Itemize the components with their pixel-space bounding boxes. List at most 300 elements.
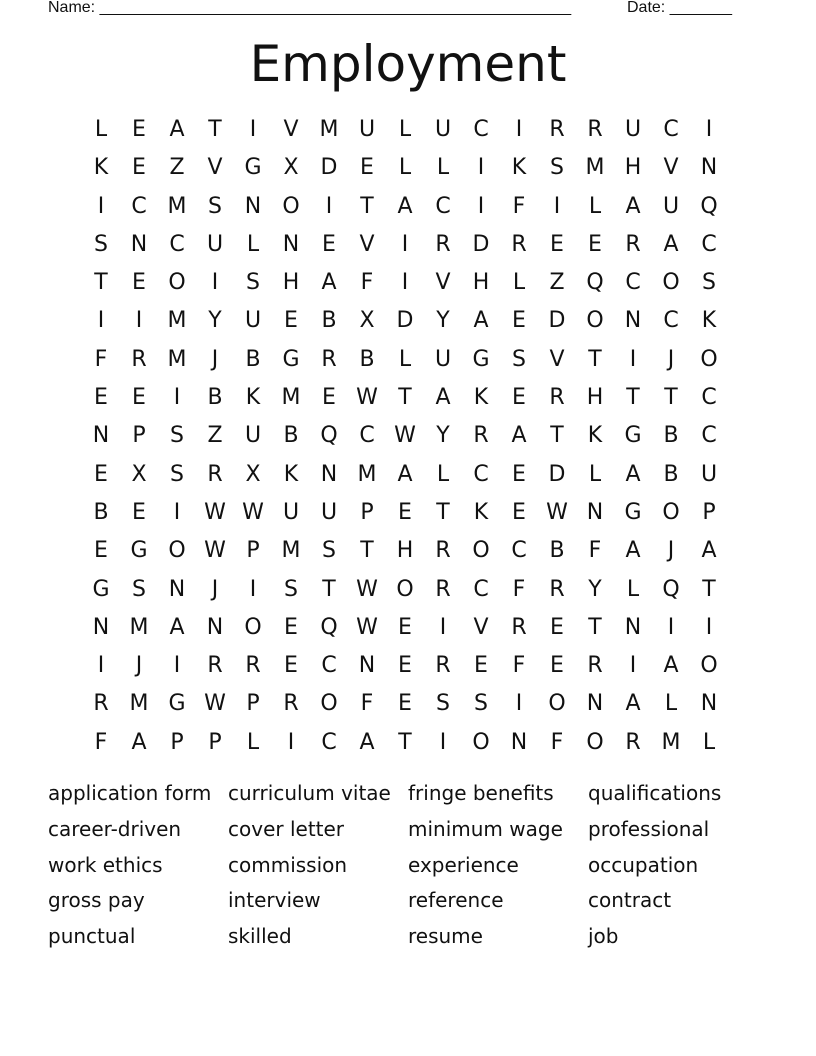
grid-letter[interactable]: G (624, 423, 642, 449)
grid-letter[interactable]: R (93, 691, 109, 717)
grid-letter[interactable]: C (359, 423, 375, 449)
grid-letter[interactable]: M (357, 461, 377, 487)
grid-letter[interactable]: P (702, 499, 716, 525)
grid-letter[interactable]: I (629, 653, 637, 679)
grid-letter[interactable]: E (398, 653, 412, 679)
grid-letter[interactable]: V (663, 155, 679, 181)
grid-letter[interactable]: T (360, 538, 374, 564)
grid-letter[interactable]: M (129, 614, 149, 640)
grid-letter[interactable]: R (587, 117, 603, 142)
grid-letter[interactable]: T (360, 193, 374, 219)
grid-letter[interactable]: A (131, 729, 147, 755)
grid-letter[interactable]: A (701, 538, 717, 564)
grid-letter[interactable]: I (439, 614, 447, 640)
grid-letter[interactable]: N (92, 423, 110, 449)
grid-letter[interactable]: R (131, 346, 147, 372)
grid-letter[interactable]: R (587, 653, 603, 679)
grid-letter[interactable]: C (511, 538, 527, 564)
grid-letter[interactable]: R (549, 576, 565, 602)
grid-letter[interactable]: P (246, 691, 260, 717)
grid-letter[interactable]: O (396, 576, 414, 602)
grid-letter[interactable]: C (321, 729, 337, 755)
grid-letter[interactable]: T (94, 270, 108, 296)
grid-letter[interactable]: T (664, 385, 678, 411)
grid-letter[interactable]: A (511, 423, 527, 449)
grid-letter[interactable]: L (436, 155, 450, 181)
grid-letter[interactable]: F (512, 193, 526, 219)
grid-letter[interactable]: V (207, 155, 223, 181)
grid-letter[interactable]: O (662, 499, 680, 525)
grid-letter[interactable]: E (398, 691, 412, 717)
grid-letter[interactable]: B (245, 346, 261, 372)
grid-letter[interactable]: O (244, 614, 262, 640)
grid-letter[interactable]: B (549, 538, 565, 564)
grid-letter[interactable]: L (664, 691, 678, 717)
grid-letter[interactable]: A (321, 270, 337, 296)
grid-letter[interactable]: C (663, 117, 679, 142)
grid-letter[interactable]: B (283, 423, 299, 449)
grid-letter[interactable]: K (473, 499, 489, 525)
grid-letter[interactable]: U (434, 117, 452, 142)
grid-letter[interactable]: M (167, 346, 187, 372)
grid-letter[interactable]: E (284, 614, 298, 640)
grid-letter[interactable]: S (246, 270, 260, 296)
grid-letter[interactable]: E (512, 461, 526, 487)
grid-letter[interactable]: Z (207, 423, 223, 449)
grid-letter[interactable]: I (477, 193, 485, 219)
grid-letter[interactable]: R (473, 423, 489, 449)
grid-letter[interactable]: O (472, 729, 490, 755)
grid-letter[interactable]: R (625, 231, 641, 257)
grid-letter[interactable]: F (512, 576, 526, 602)
grid-letter[interactable]: E (322, 385, 336, 411)
grid-letter[interactable]: F (512, 653, 526, 679)
grid-letter[interactable]: B (207, 385, 223, 411)
grid-letter[interactable]: C (435, 193, 451, 219)
grid-letter[interactable]: X (359, 308, 375, 334)
grid-letter[interactable]: T (322, 576, 336, 602)
word-bank-item: commission (228, 852, 348, 877)
grid-letter[interactable]: S (322, 538, 336, 564)
grid-letter[interactable]: I (705, 117, 713, 142)
grid-letter[interactable]: V (435, 270, 451, 296)
grid-letter[interactable]: E (550, 231, 564, 257)
grid-letter[interactable]: N (320, 461, 338, 487)
grid-letter[interactable]: I (287, 729, 295, 755)
grid-letter[interactable]: E (398, 614, 412, 640)
grid-letter[interactable]: S (474, 691, 488, 717)
grid-letter[interactable]: A (169, 614, 185, 640)
grid-letter[interactable]: S (284, 576, 298, 602)
grid-letter[interactable]: W (546, 499, 568, 525)
grid-letter[interactable]: O (168, 538, 186, 564)
grid-letter[interactable]: K (587, 423, 603, 449)
grid-letter[interactable]: E (512, 499, 526, 525)
grid-letter[interactable]: M (319, 117, 339, 142)
grid-letter[interactable]: Y (208, 308, 222, 334)
grid-letter[interactable]: Y (588, 576, 602, 602)
grid-letter[interactable]: I (249, 576, 257, 602)
grid-letter[interactable]: L (398, 117, 412, 142)
grid-letter[interactable]: W (394, 423, 416, 449)
grid-letter[interactable]: B (93, 499, 109, 525)
grid-letter[interactable]: G (130, 538, 148, 564)
grid-letter[interactable]: C (701, 231, 717, 257)
grid-letter[interactable]: G (168, 691, 186, 717)
grid-letter[interactable]: E (284, 653, 298, 679)
grid-letter[interactable]: O (548, 691, 566, 717)
grid-letter[interactable]: U (624, 117, 642, 142)
grid-letter[interactable]: U (244, 308, 262, 334)
grid-letter[interactable]: X (245, 461, 261, 487)
grid-letter[interactable]: S (436, 691, 450, 717)
grid-letter[interactable]: I (705, 614, 713, 640)
grid-letter[interactable]: N (206, 614, 224, 640)
grid-letter[interactable]: E (284, 308, 298, 334)
grid-letter[interactable]: A (169, 117, 185, 142)
grid-letter[interactable]: Q (586, 270, 604, 296)
grid-letter[interactable]: J (135, 653, 143, 679)
grid-letter[interactable]: L (588, 193, 602, 219)
grid-letter[interactable]: F (550, 729, 564, 755)
grid-letter[interactable]: Z (169, 155, 185, 181)
word-bank-item: cover letter (228, 816, 345, 841)
grid-letter[interactable]: E (588, 231, 602, 257)
grid-letter[interactable]: N (510, 729, 528, 755)
grid-letter[interactable]: E (474, 653, 488, 679)
grid-letter[interactable]: R (245, 653, 261, 679)
grid-letter[interactable]: B (663, 423, 679, 449)
grid-letter[interactable]: R (511, 231, 527, 257)
grid-letter[interactable]: T (588, 614, 602, 640)
grid-letter[interactable]: G (244, 155, 262, 181)
grid-letter[interactable]: V (473, 614, 489, 640)
grid-letter[interactable]: Q (320, 614, 338, 640)
grid-letter[interactable]: J (211, 576, 219, 602)
grid-letter[interactable]: C (473, 117, 489, 142)
grid-letter[interactable]: K (473, 385, 489, 411)
grid-letter[interactable]: X (131, 461, 147, 487)
grid-letter[interactable]: F (360, 270, 374, 296)
grid-letter[interactable]: T (702, 576, 716, 602)
grid-letter[interactable]: M (661, 729, 681, 755)
grid-letter[interactable]: O (662, 270, 680, 296)
grid-letter[interactable]: N (586, 499, 604, 525)
grid-letter[interactable]: O (700, 346, 718, 372)
grid-letter[interactable]: G (472, 346, 490, 372)
grid-letter[interactable]: A (359, 729, 375, 755)
grid-letter[interactable]: R (549, 385, 565, 411)
word-bank-item: resume (408, 924, 483, 949)
grid-letter[interactable]: C (131, 193, 147, 219)
grid-letter[interactable]: V (283, 117, 299, 142)
grid-letter[interactable]: L (702, 729, 716, 755)
grid-letter[interactable]: O (586, 308, 604, 334)
grid-letter[interactable]: E (94, 538, 108, 564)
date-field[interactable]: Date: _______ (627, 0, 732, 16)
grid-letter[interactable]: A (397, 461, 413, 487)
grid-letter[interactable]: A (625, 691, 641, 717)
grid-letter[interactable]: T (398, 729, 412, 755)
grid-letter[interactable]: O (282, 193, 300, 219)
grid-letter[interactable]: C (321, 653, 337, 679)
grid-letter[interactable]: I (553, 193, 561, 219)
grid-letter[interactable]: A (473, 308, 489, 334)
word-bank-item: career-driven (48, 816, 182, 841)
grid-letter[interactable]: E (94, 385, 108, 411)
grid-letter[interactable]: U (434, 346, 452, 372)
grid-letter[interactable]: G (624, 499, 642, 525)
grid-letter[interactable]: D (548, 308, 566, 334)
grid-letter[interactable]: S (170, 423, 184, 449)
grid-letter[interactable]: R (435, 576, 451, 602)
grid-letter[interactable]: I (325, 193, 333, 219)
grid-letter[interactable]: M (281, 538, 301, 564)
grid-letter[interactable]: I (667, 614, 675, 640)
grid-letter[interactable]: C (663, 308, 679, 334)
grid-letter[interactable]: N (700, 691, 718, 717)
word-bank-item: occupation (588, 852, 699, 877)
name-field[interactable]: Name: _____________________________________________________ (48, 0, 572, 16)
grid-letter[interactable]: I (97, 308, 105, 334)
grid-letter[interactable]: I (515, 691, 523, 717)
grid-letter[interactable]: V (549, 346, 565, 372)
grid-letter[interactable]: I (97, 193, 105, 219)
grid-letter[interactable]: K (283, 461, 299, 487)
grid-letter[interactable]: W (204, 538, 226, 564)
grid-letter[interactable]: L (626, 576, 640, 602)
grid-letter[interactable]: A (625, 538, 641, 564)
grid-letter[interactable]: M (129, 691, 149, 717)
grid-letter[interactable]: P (208, 729, 222, 755)
grid-letter[interactable]: E (132, 385, 146, 411)
header-row (48, 0, 748, 18)
grid-letter[interactable]: U (282, 499, 300, 525)
grid-letter[interactable]: J (667, 538, 675, 564)
grid-letter[interactable]: R (283, 691, 299, 717)
grid-letter[interactable]: E (94, 461, 108, 487)
grid-letter[interactable]: C (169, 231, 185, 257)
grid-letter[interactable]: D (396, 308, 414, 334)
grid-letter[interactable]: U (320, 499, 338, 525)
grid-letter[interactable]: N (358, 653, 376, 679)
grid-letter[interactable]: Y (436, 308, 450, 334)
grid-letter[interactable]: V (359, 231, 375, 257)
grid-letter[interactable]: K (701, 308, 717, 334)
grid-letter[interactable]: O (472, 538, 490, 564)
grid-letter[interactable]: N (700, 155, 718, 181)
grid-letter[interactable]: S (512, 346, 526, 372)
grid-letter[interactable]: A (625, 193, 641, 219)
grid-letter[interactable]: N (586, 691, 604, 717)
grid-letter[interactable]: R (511, 614, 527, 640)
grid-letter[interactable]: I (173, 385, 181, 411)
grid-letter[interactable]: U (662, 193, 680, 219)
grid-letter[interactable]: H (472, 270, 490, 296)
grid-letter[interactable]: D (548, 461, 566, 487)
grid-letter[interactable]: E (550, 653, 564, 679)
grid-letter[interactable]: W (356, 385, 378, 411)
grid-letter[interactable]: B (359, 346, 375, 372)
grid-letter[interactable]: R (625, 729, 641, 755)
grid-letter[interactable]: Q (662, 576, 680, 602)
grid-letter[interactable]: C (473, 461, 489, 487)
word-bank-item: fringe benefits (408, 781, 554, 805)
grid-letter[interactable]: C (625, 270, 641, 296)
grid-letter[interactable]: F (588, 538, 602, 564)
grid-letter[interactable]: R (321, 346, 337, 372)
grid-letter[interactable]: U (358, 117, 376, 142)
grid-letter[interactable]: W (356, 576, 378, 602)
grid-letter[interactable]: T (588, 346, 602, 372)
grid-letter[interactable]: D (472, 231, 490, 257)
grid-letter[interactable]: J (667, 346, 675, 372)
grid-letter[interactable]: I (439, 729, 447, 755)
grid-letter[interactable]: M (585, 155, 605, 181)
grid-letter[interactable]: I (629, 346, 637, 372)
grid-letter[interactable]: R (435, 653, 451, 679)
grid-letter[interactable]: U (206, 231, 224, 257)
grid-letter[interactable]: P (360, 499, 374, 525)
grid-letter[interactable]: G (282, 346, 300, 372)
grid-letter[interactable]: O (700, 653, 718, 679)
grid-letter[interactable]: Q (700, 193, 718, 219)
grid-letter[interactable]: I (477, 155, 485, 181)
grid-letter[interactable]: F (94, 346, 108, 372)
grid-letter[interactable]: K (93, 155, 109, 181)
grid-letter[interactable]: L (588, 461, 602, 487)
grid-letter[interactable]: M (167, 193, 187, 219)
grid-letter[interactable]: E (132, 117, 146, 142)
grid-letter[interactable]: I (135, 308, 143, 334)
grid-letter[interactable]: C (701, 385, 717, 411)
grid-letter[interactable]: M (281, 385, 301, 411)
grid-letter[interactable]: E (132, 155, 146, 181)
grid-letter[interactable]: I (173, 499, 181, 525)
grid-letter[interactable]: H (396, 538, 414, 564)
grid-letter[interactable]: B (321, 308, 337, 334)
grid-letter[interactable]: T (436, 499, 450, 525)
grid-letter[interactable]: S (94, 231, 108, 257)
grid-letter[interactable]: W (356, 614, 378, 640)
grid-letter[interactable]: I (173, 653, 181, 679)
grid-letter[interactable]: E (360, 155, 374, 181)
grid-letter[interactable]: S (702, 270, 716, 296)
grid-letter[interactable]: T (398, 385, 412, 411)
grid-letter[interactable]: N (624, 308, 642, 334)
grid-letter[interactable]: W (204, 691, 226, 717)
grid-letter[interactable]: Z (549, 270, 565, 296)
grid-letter[interactable]: Q (320, 423, 338, 449)
grid-letter[interactable]: I (249, 117, 257, 142)
grid-letter[interactable]: L (436, 461, 450, 487)
grid-letter[interactable]: P (246, 538, 260, 564)
grid-letter[interactable]: C (701, 423, 717, 449)
grid-letter[interactable]: E (398, 499, 412, 525)
grid-letter[interactable]: Y (436, 423, 450, 449)
grid-letter[interactable]: R (435, 538, 451, 564)
grid-letter[interactable]: O (586, 729, 604, 755)
grid-letter[interactable]: N (624, 614, 642, 640)
grid-letter[interactable]: R (207, 653, 223, 679)
grid-letter[interactable]: E (322, 231, 336, 257)
grid-letter[interactable]: I (211, 270, 219, 296)
grid-letter[interactable]: S (132, 576, 146, 602)
grid-letter[interactable]: J (211, 346, 219, 372)
grid-letter[interactable]: F (94, 729, 108, 755)
grid-letter[interactable]: R (435, 231, 451, 257)
grid-letter[interactable]: I (515, 117, 523, 142)
grid-letter[interactable]: H (282, 270, 300, 296)
grid-letter[interactable]: N (282, 231, 300, 257)
grid-letter[interactable]: G (92, 576, 110, 602)
grid-letter[interactable]: N (168, 576, 186, 602)
grid-letter[interactable]: P (170, 729, 184, 755)
grid-letter[interactable]: E (132, 499, 146, 525)
grid-letter[interactable]: N (130, 231, 148, 257)
grid-letter[interactable]: P (132, 423, 146, 449)
grid-letter[interactable]: N (92, 614, 110, 640)
grid-letter[interactable]: T (626, 385, 640, 411)
grid-letter[interactable]: E (512, 385, 526, 411)
grid-letter[interactable]: H (586, 385, 604, 411)
grid-letter[interactable]: T (550, 423, 564, 449)
grid-letter[interactable]: E (512, 308, 526, 334)
grid-letter[interactable]: L (246, 729, 260, 755)
grid-letter[interactable]: S (208, 193, 222, 219)
grid-letter[interactable]: M (167, 308, 187, 334)
grid-letter[interactable]: L (94, 117, 108, 142)
grid-letter[interactable]: L (398, 346, 412, 372)
grid-letter[interactable]: I (97, 653, 105, 679)
grid-letter[interactable]: C (473, 576, 489, 602)
grid-letter[interactable]: O (320, 691, 338, 717)
grid-letter[interactable]: U (244, 423, 262, 449)
word-bank-item: skilled (228, 924, 292, 949)
grid-letter[interactable]: L (398, 155, 412, 181)
grid-letter[interactable]: X (283, 155, 299, 181)
grid-letter[interactable]: T (208, 117, 222, 142)
grid-letter[interactable]: W (204, 499, 226, 525)
grid-letter[interactable]: L (246, 231, 260, 257)
grid-letter[interactable]: S (550, 155, 564, 181)
grid-letter[interactable]: O (168, 270, 186, 296)
grid-letter[interactable]: S (170, 461, 184, 487)
grid-letter[interactable]: D (320, 155, 338, 181)
grid-letter[interactable]: R (207, 461, 223, 487)
grid-letter[interactable]: F (360, 691, 374, 717)
grid-letter[interactable]: B (663, 461, 679, 487)
grid-letter[interactable]: K (245, 385, 261, 411)
grid-letter[interactable]: I (401, 270, 409, 296)
word-bank-item: professional (588, 816, 710, 841)
grid-letter[interactable]: U (700, 461, 718, 487)
grid-letter[interactable]: I (401, 231, 409, 257)
grid-letter[interactable]: H (624, 155, 642, 181)
grid-letter[interactable]: A (435, 385, 451, 411)
grid-letter[interactable]: A (397, 193, 413, 219)
grid-letter[interactable]: E (550, 614, 564, 640)
grid-letter[interactable]: A (663, 653, 679, 679)
grid-letter[interactable]: W (242, 499, 264, 525)
grid-letter[interactable]: N (244, 193, 262, 219)
grid-letter[interactable]: R (549, 117, 565, 142)
grid-letter[interactable]: E (132, 270, 146, 296)
grid-letter[interactable]: K (511, 155, 527, 181)
grid-letter[interactable]: A (663, 231, 679, 257)
grid-letter[interactable]: L (512, 270, 526, 296)
grid-letter[interactable]: A (625, 461, 641, 487)
